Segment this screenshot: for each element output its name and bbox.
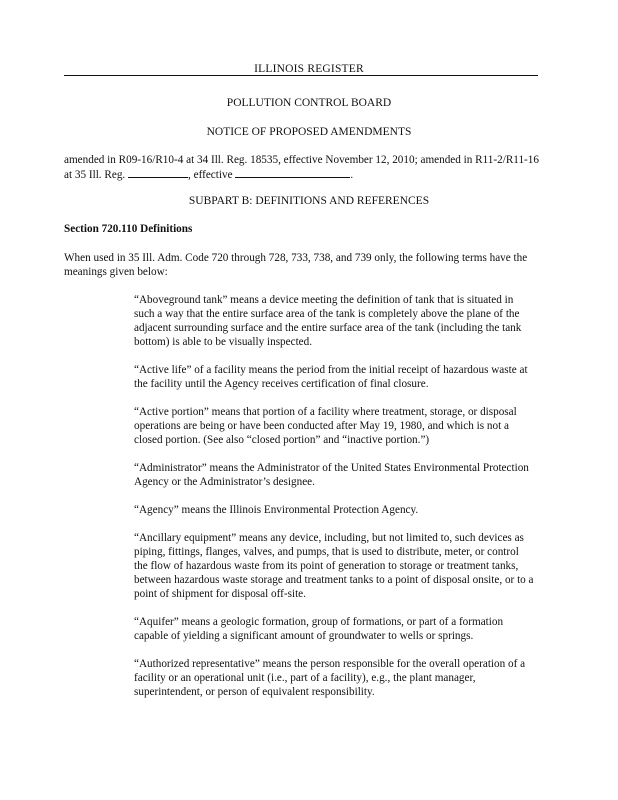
section-heading: Section 720.110 Definitions [64, 223, 193, 235]
definition-aboveground-tank: “Aboveground tank” means a device meeting the definition of tank that is situated in such a way that the entire surface area of the tank is completely above the plane of the adjacent surrounding surface and the entire surface area of the tank (including the tank bottom) is able to be visually inspected. [134, 294, 522, 348]
section-intro: When used in 35 Ill. Adm. Code 720 through 728, 733, 738, and 739 only, the following terms have the meanings given below: [64, 252, 528, 278]
subpart-heading: SUBPART B: DEFINITIONS AND REFERENCES [188, 195, 430, 207]
board-name: POLLUTION CONTROL BOARD [226, 97, 392, 109]
definition-ancillary-equipment: “Ancillary equipment” means any device, including, but not limited to, such devices as piping, fittings, flanges, valves, and pumps, that is used to distribute, meter, or control the flow of hazardous waste from its point of generation to storage or treatment tanks, between hazardous waste storage and treatment tanks to a point of disposal onsite, or to a point of shipment for disposal off-site. [134, 532, 534, 600]
amendment-text: amended in R09-16/R10-4 at 34 Ill. Reg. 18535, effective November 12, 2010; amended in R11-2/R11-16 at 35 Ill. Reg. [64, 154, 539, 181]
register-page-blank [128, 167, 188, 178]
definition-aquifer: “Aquifer” means a geologic formation, group of formations, or part of a formation capable of yielding a significant amount of groundwater to wells or springs. [134, 616, 504, 642]
register-title: ILLINOIS REGISTER [254, 63, 364, 75]
amendment-effective-label: , effective [188, 169, 233, 181]
definition-administrator: “Administrator” means the Administrator of the United States Environmental Protection Agency or the Administrator’s designee. [134, 462, 529, 488]
amendment-period: . [350, 169, 354, 181]
definition-authorized-representative: “Authorized representative” means the person responsible for the overall operation of a facility or an operational unit (i.e., part of a facility), e.g., the plant manager, superintendent, or person of equivalent responsibility. [134, 658, 526, 698]
effective-date-blank [235, 167, 350, 178]
definition-active-portion: “Active portion” means that portion of a facility where treatment, storage, or disposal operations are being or have been conducted after May 19, 1980, and which is not a closed portion. (See also “closed portion” and “inactive portion.”) [134, 406, 517, 446]
notice-title: NOTICE OF PROPOSED AMENDMENTS [206, 126, 412, 138]
definition-agency: “Agency” means the Illinois Environmental Protection Agency. [134, 504, 419, 516]
definitions-list [134, 293, 534, 713]
definition-active-life: “Active life” of a facility means the period from the initial receipt of hazardous waste at the facility until the Agency receives certification of final closure. [134, 364, 528, 390]
amendment-history [64, 153, 544, 182]
